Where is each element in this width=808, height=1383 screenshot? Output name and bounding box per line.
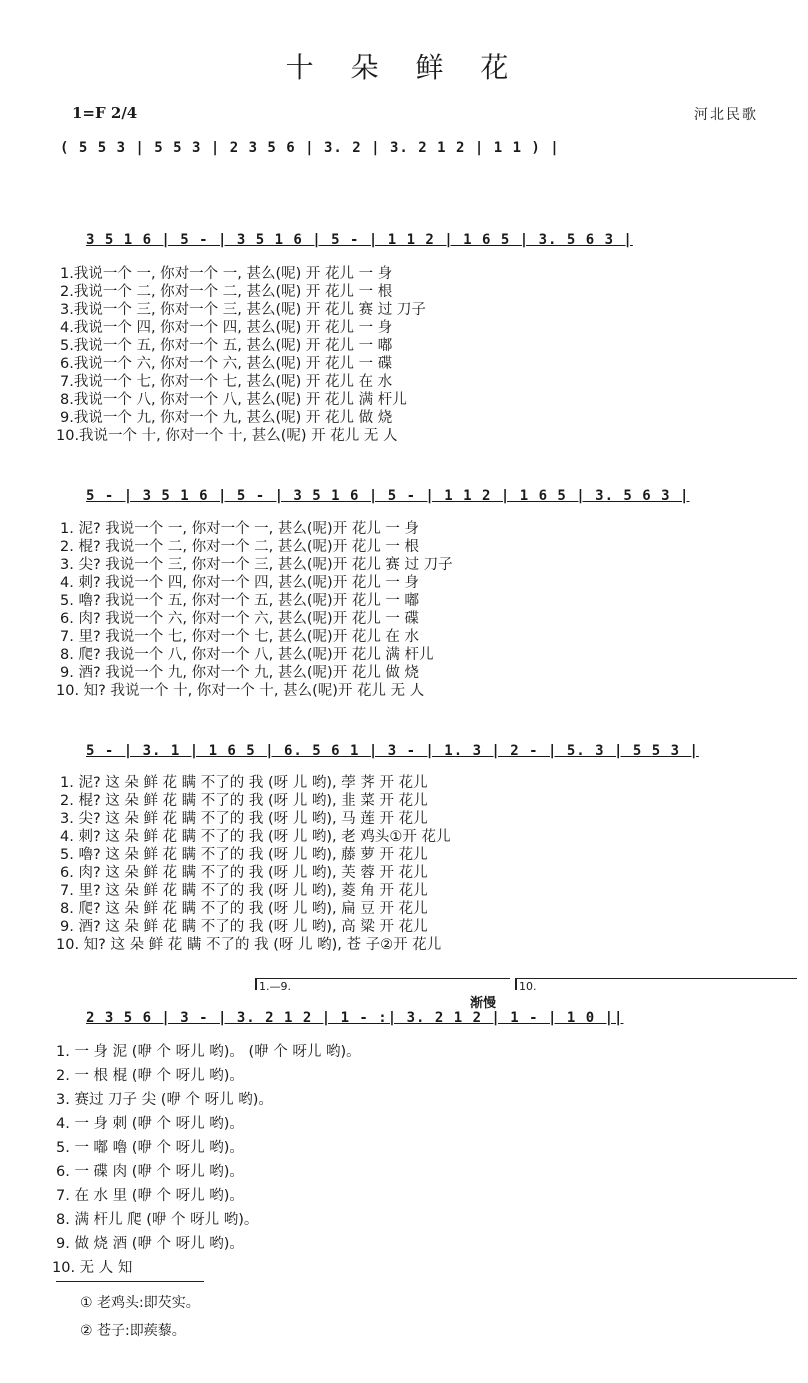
section1-verse-7: 7.我说一个 七, 你对一个 七, 甚么(呢) 开 花儿 在 水 [60, 374, 393, 390]
section1-verse-5: 5.我说一个 五, 你对一个 五, 甚么(呢) 开 花儿 一 嘟 [60, 338, 393, 354]
section1-verse-10: 10.我说一个 十, 你对一个 十, 甚么(呢) 开 花儿 无 人 [56, 428, 398, 444]
section2-verse-5: 5. 嚕? 我说一个 五, 你对一个 五, 甚么(呢)开 花儿 一 嘟 [60, 593, 420, 609]
section1-verse-3: 3.我说一个 三, 你对一个 三, 甚么(呢) 开 花儿 赛 过 刀子 [60, 302, 426, 318]
section2-verse-4: 4. 刺? 我说一个 四, 你对一个 四, 甚么(呢)开 花儿 一 身 [60, 575, 420, 591]
section1-verse-4: 4.我说一个 四, 你对一个 四, 甚么(呢) 开 花儿 一 身 [60, 320, 393, 336]
section4-verse-7: 7. 在 水 里 (咿 个 呀儿 哟)。 [56, 1188, 244, 1204]
section1-verse-9: 9.我说一个 九, 你对一个 九, 甚么(呢) 开 花儿 做 烧 [60, 410, 393, 426]
section4-verse-1: 1. 一 身 泥 (咿 个 呀儿 哟)。 (咿 个 呀儿 哟)。 [56, 1044, 361, 1060]
ending1-bracket [255, 978, 510, 979]
section2-verse-6: 6. 肉? 我说一个 六, 你对一个 六, 甚么(呢)开 花儿 一 碟 [60, 611, 420, 627]
section1-verse-8: 8.我说一个 八, 你对一个 八, 甚么(呢) 开 花儿 满 杆儿 [60, 392, 407, 408]
section2-verse-9: 9. 酒? 我说一个 九, 你对一个 九, 甚么(呢)开 花儿 做 烧 [60, 665, 420, 681]
section4-verse-3: 3. 赛过 刀子 尖 (咿 个 呀儿 哟)。 [56, 1092, 273, 1108]
footnote-divider [56, 1281, 204, 1282]
section4-verse-2: 2. 一 根 棍 (咿 个 呀儿 哟)。 [56, 1068, 244, 1084]
section1-verse-2: 2.我说一个 二, 你对一个 二, 甚么(呢) 开 花儿 一 根 [60, 284, 393, 300]
section3-verse-4: 4. 刺? 这 朵 鲜 花 瞒 不了的 我 (呀 儿 哟), 老 鸡头①开 花儿 [60, 829, 451, 845]
section3-verse-1: 1. 泥? 这 朵 鲜 花 瞒 不了的 我 (呀 儿 哟), 荸 荠 开 花儿 [60, 775, 428, 791]
section4-verse-8: 8. 满 杆儿 爬 (咿 个 呀儿 哟)。 [56, 1212, 259, 1228]
section1-verse-6: 6.我说一个 六, 你对一个 六, 甚么(呢) 开 花儿 一 碟 [60, 356, 393, 372]
tempo-marking: 渐慢 [470, 996, 497, 1011]
section3-verse-10: 10. 知? 这 朵 鲜 花 瞒 不了的 我 (呀 儿 哟), 苍 子②开 花儿 [56, 937, 442, 953]
section2-verse-3: 3. 尖? 我说一个 三, 你对一个 三, 甚么(呢)开 花儿 赛 过 刀子 [60, 557, 453, 573]
section2-verse-7: 7. 里? 我说一个 七, 你对一个 七, 甚么(呢)开 花儿 在 水 [60, 629, 420, 645]
section3-verse-9: 9. 酒? 这 朵 鲜 花 瞒 不了的 我 (呀 儿 哟), 高 粱 开 花儿 [60, 919, 428, 935]
section3-notation: 5 - | 3. 1 | 1 6 5 | 6. 5 6 1 | 3 - | 1. 3 | 2 - | 5. 3 | 5 5 3 | [86, 743, 699, 759]
ending1-label: 1.—9. [259, 980, 291, 993]
section2-verse-1: 1. 泥? 我说一个 一, 你对一个 一, 甚么(呢)开 花儿 一 身 [60, 521, 420, 537]
section2-verse-8: 8. 爬? 我说一个 八, 你对一个 八, 甚么(呢)开 花儿 满 杆儿 [60, 647, 434, 663]
section4-verse-6: 6. 一 碟 肉 (咿 个 呀儿 哟)。 [56, 1164, 244, 1180]
section3-verse-8: 8. 爬? 这 朵 鲜 花 瞒 不了的 我 (呀 儿 哟), 扁 豆 开 花儿 [60, 901, 428, 917]
footnote-2: ② 苍子:即蒺藜。 [80, 1323, 186, 1339]
footnote-1: ① 老鸡头:即芡实。 [80, 1295, 200, 1311]
section4-verse-5: 5. 一 嘟 嚕 (咿 个 呀儿 哟)。 [56, 1140, 244, 1156]
section2-notation: 5 - | 3 5 1 6 | 5 - | 3 5 1 6 | 5 - | 1 1 2 | 1 6 5 | 3. 5 6 3 | [86, 488, 690, 504]
section3-verse-2: 2. 棍? 这 朵 鲜 花 瞒 不了的 我 (呀 儿 哟), 韭 菜 开 花儿 [60, 793, 428, 809]
ending1-bracket-edge [255, 978, 257, 990]
section4-verse-4: 4. 一 身 刺 (咿 个 呀儿 哟)。 [56, 1116, 244, 1132]
ending2-bracket-edge [515, 978, 517, 990]
song-title: 十 朵 鲜 花 [285, 51, 523, 84]
section2-verse-10: 10. 知? 我说一个 十, 你对一个 十, 甚么(呢)开 花儿 无 人 [56, 683, 425, 699]
ending2-bracket [515, 978, 797, 979]
ending2-label: 10. [519, 980, 537, 993]
section4-verse-9: 9. 做 烧 酒 (咿 个 呀儿 哟)。 [56, 1236, 244, 1252]
intro-notation: ( 5 5 3 | 5 5 3 | 2 3 5 6 | 3. 2 | 3. 2 1 2 | 1 1 ) | [60, 140, 560, 156]
section3-verse-3: 3. 尖? 这 朵 鲜 花 瞒 不了的 我 (呀 儿 哟), 马 莲 开 花儿 [60, 811, 428, 827]
section1-notation: 3 5 1 6 | 5 - | 3 5 1 6 | 5 - | 1 1 2 | 1 6 5 | 3. 5 6 3 | [86, 232, 633, 248]
section3-verse-6: 6. 肉? 这 朵 鲜 花 瞒 不了的 我 (呀 儿 哟), 芙 蓉 开 花儿 [60, 865, 428, 881]
section3-verse-7: 7. 里? 这 朵 鲜 花 瞒 不了的 我 (呀 儿 哟), 菱 角 开 花儿 [60, 883, 428, 899]
section4-verse-10: 10. 无 人 知 [52, 1260, 133, 1276]
section1-verse-1: 1.我说一个 一, 你对一个 一, 甚么(呢) 开 花儿 一 身 [60, 266, 393, 282]
section4-notation: 2 3 5 6 | 3 - | 3. 2 1 2 | 1 - :| 3. 2 1 2 | 1 - | 1 0 || [86, 1010, 624, 1026]
section2-verse-2: 2. 棍? 我说一个 二, 你对一个 二, 甚么(呢)开 花儿 一 根 [60, 539, 420, 555]
section3-verse-5: 5. 嚕? 这 朵 鲜 花 瞒 不了的 我 (呀 儿 哟), 藤 萝 开 花儿 [60, 847, 428, 863]
key-signature: 1=F 2/4 [72, 104, 138, 122]
song-source: 河北民歌 [694, 107, 758, 123]
